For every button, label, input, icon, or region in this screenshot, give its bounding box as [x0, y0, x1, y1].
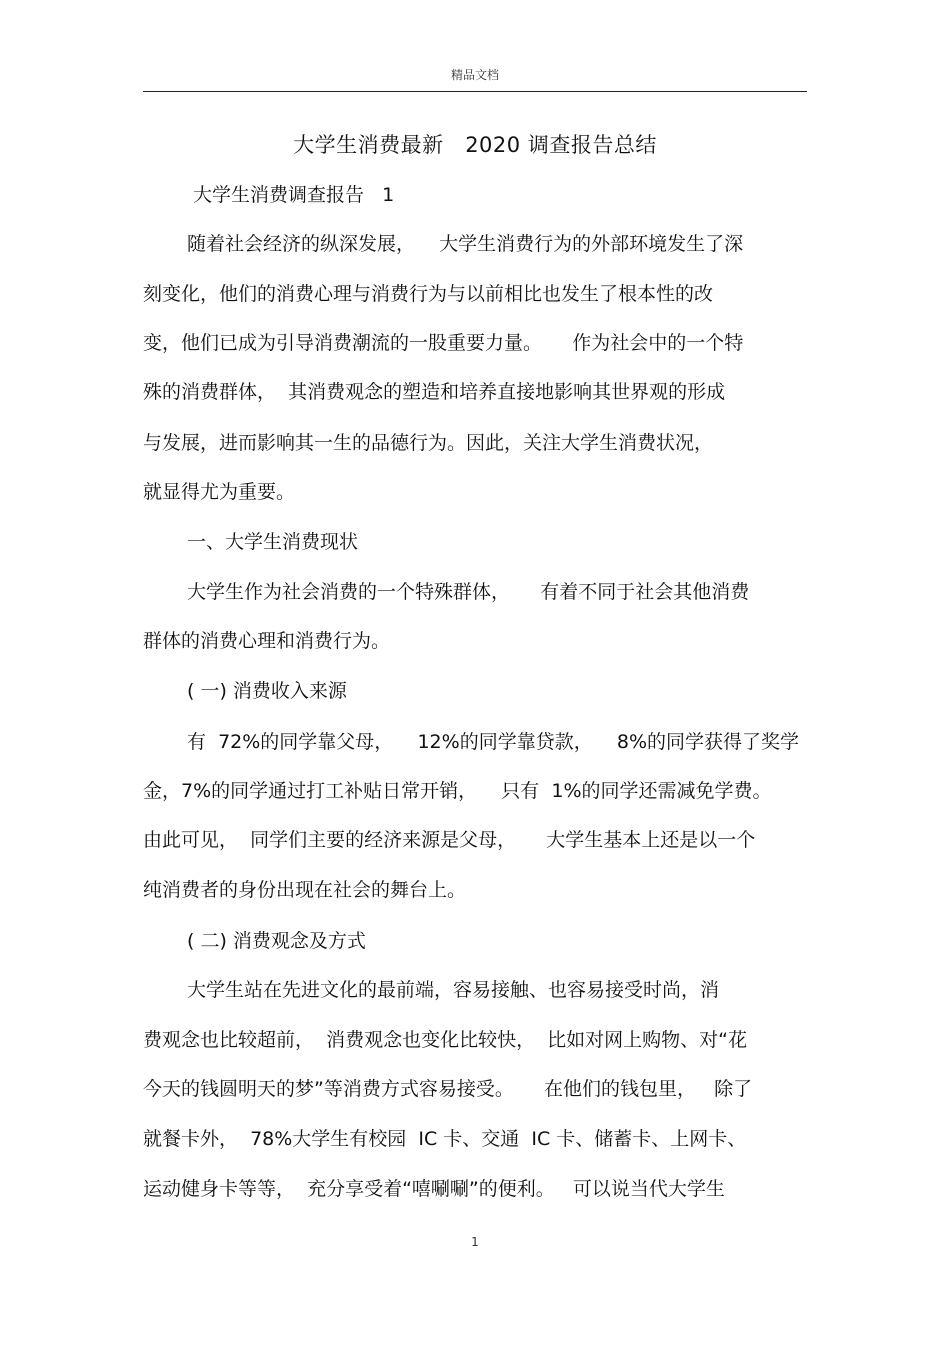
subsection-body-line: 今天的钱圆明天的梦”等消费方式容易接受。 在他们的钱包里， 除了 [143, 1078, 753, 1100]
section-body-line: 群体的消费心理和消费行为。 [143, 630, 391, 652]
subsection-body-line: 金，7%的同学通过打工补贴日常开销， 只有 1%的同学还需减免学费。 [143, 780, 772, 802]
intro-line: 刻变化，他们的消费心理与消费行为与以前相比也发生了根本性的改 [143, 283, 714, 305]
subsection-heading: ( 一) 消费收入来源 [187, 680, 347, 702]
section-body-line: 大学生作为社会消费的一个特殊群体， 有着不同于社会其他消费 [187, 581, 750, 603]
subsection-body-line: 有 72%的同学靠父母， 12%的同学靠贷款， 8%的同学获得了奖学 [187, 731, 799, 753]
document-title: 大学生消费最新 2020 调查报告总结 [293, 133, 657, 157]
subsection-body-line: 由此可见， 同学们主要的经济来源是父母， 大学生基本上还是以一个 [143, 829, 756, 851]
subsection-heading: ( 二) 消费观念及方式 [187, 930, 366, 952]
subsection-body-line: 大学生站在先进文化的最前端，容易接触、也容易接受时尚，消 [187, 979, 720, 1001]
subsection-body-line: 就餐卡外， 78%大学生有校园 IC 卡、交通 IC 卡、储蓄卡、上网卡、 [143, 1128, 747, 1150]
intro-line: 就显得尤为重要。 [143, 481, 296, 503]
subsection-body-line: 运动健身卡等等， 充分享受着“嘻唰唰”的便利。 可以说当代大学生 [143, 1178, 725, 1200]
subsection-body-line: 费观念也比较超前， 消费观念也变化比较快， 比如对网上购物、对“花 [143, 1029, 748, 1051]
intro-line: 殊的消费群体， 其消费观念的塑造和培养直接地影响其世界观的形成 [143, 381, 726, 403]
page-number: 1 [471, 1235, 479, 1249]
intro-line: 变，他们已成为引导消费潮流的一股重要力量。 作为社会中的一个特 [143, 332, 744, 354]
intro-line: 与发展，进而影响其一生的品德行为。因此，关注大学生消费状况， [143, 432, 714, 454]
subsection-body-line: 纯消费者的身份出现在社会的舞台上。 [143, 879, 467, 901]
document-subtitle: 大学生消费调查报告 1 [193, 184, 395, 206]
intro-line: 随着社会经济的纵深发展， 大学生消费行为的外部环境发生了深 [187, 233, 744, 255]
page-header-label: 精品文档 [450, 68, 499, 82]
section-heading: 一、大学生消费现状 [187, 531, 359, 553]
header-divider [143, 91, 807, 92]
